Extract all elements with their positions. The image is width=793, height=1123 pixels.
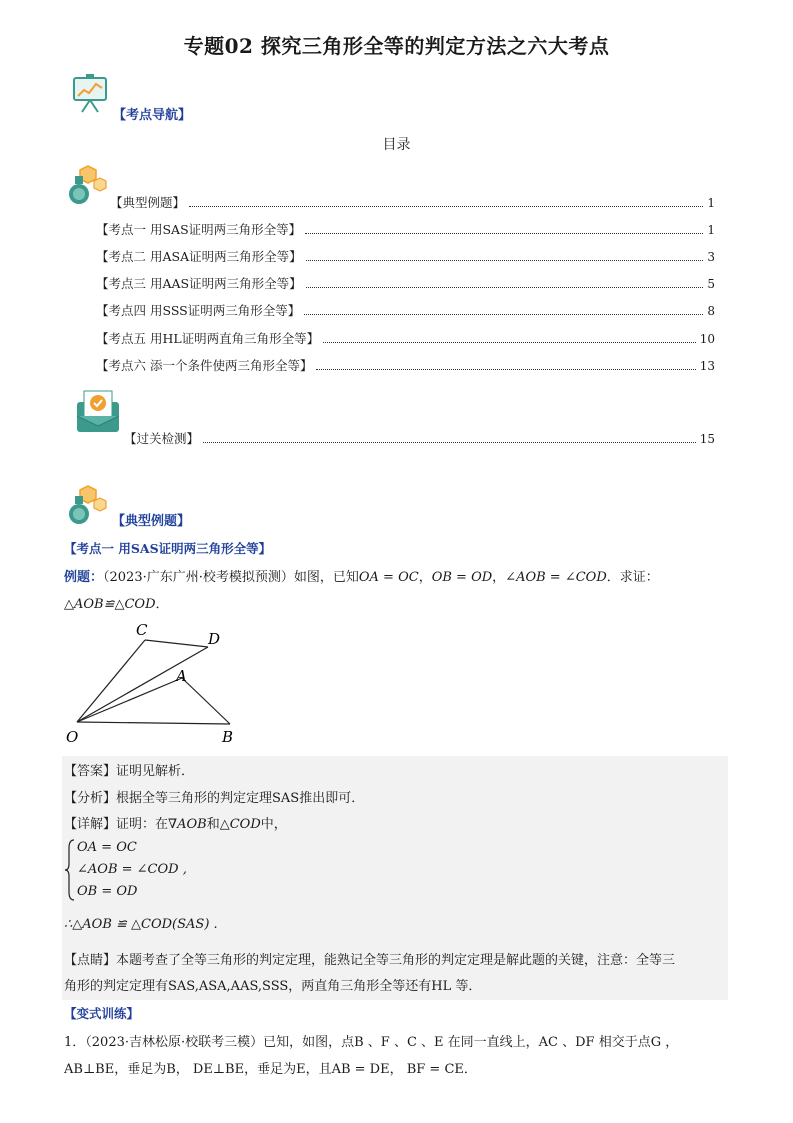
point-label-c: C (136, 621, 148, 639)
toc-item-check[interactable]: 【过关检测】 15 (124, 431, 715, 446)
example-line-1: 例题：（2023·广东广州·校考模拟预测）如图，已知OA = OC，OB = OD，∠AOB = ∠COD．求证： (64, 570, 659, 585)
practice-heading: 【变式训练】 (64, 1006, 140, 1021)
system-line-3: OB = OD (77, 884, 138, 899)
practice-line-1: 1．（2023·吉林松原·校联考三模）已知，如图，点B 、F 、C 、E 在同一直线上，AC 、DF 相交于点G ， (64, 1035, 679, 1050)
answer-line: 【答案】证明见解析． (64, 764, 195, 779)
brace-symbol (64, 838, 76, 902)
analysis-line: 【分析】根据全等三角形的判定定理SAS推出即可． (64, 791, 365, 806)
toc-item-2[interactable]: 【考点二 用ASA证明两三角形全等】 3 (96, 249, 715, 264)
presentation-board-icon (68, 72, 112, 116)
point-label-b: B (222, 728, 234, 746)
flask-icon (66, 162, 110, 206)
comment-line-1: 【点睛】本题考查了全等三角形的判定定理，能熟记全等三角形的判定定理是解此题的关键，注意：全等三 (64, 953, 676, 968)
comment-line-2: 角形的判定定理有SAS,ASA,AAS,SSS，两直角三角形全等还有HL 等． (64, 979, 482, 994)
toc-item-4[interactable]: 【考点四 用SSS证明两三角形全等】 8 (96, 303, 715, 318)
point-label-o: O (66, 728, 79, 746)
point-label-a: A (176, 667, 187, 685)
practice-line-2: AB⊥BE，垂足为B， DE⊥BE，垂足为E，且AB = DE， BF = CE． (64, 1062, 477, 1077)
toc-item-main[interactable]: 【典型例题】 1 (110, 195, 715, 210)
geometry-figure (60, 618, 250, 748)
section-heading: 【典型例题】 (112, 514, 191, 529)
nav-heading: 【考点导航】 (113, 108, 192, 123)
example-line-2: △AOB≌△COD． (64, 597, 169, 612)
toc-item-1[interactable]: 【考点一 用SAS证明两三角形全等】 1 (96, 222, 715, 237)
point-label-d: D (208, 630, 221, 648)
system-line-1: OA = OC (77, 840, 137, 855)
system-line-2: ∠AOB = ∠COD , (77, 862, 187, 877)
toc-item-5[interactable]: 【考点五 用HL证明两直角三角形全等】 10 (96, 331, 715, 346)
flask-icon (66, 482, 110, 526)
page-title: 专题02 探究三角形全等的判定方法之六大考点 (183, 34, 610, 58)
check-envelope-icon (74, 388, 122, 436)
topic1-heading: 【考点一 用SAS证明两三角形全等】 (64, 541, 272, 556)
toc-item-6[interactable]: 【考点六 添一个条件使两三角形全等】 13 (96, 358, 715, 373)
toc-item-3[interactable]: 【考点三 用AAS证明两三角形全等】 5 (96, 276, 715, 291)
toc-title: 目录 (382, 137, 411, 153)
conclusion-line: ∴△AOB ≌ △COD(SAS) . (64, 917, 218, 932)
detail-line: 【详解】证明：在∇AOB和△COD中， (64, 817, 287, 832)
